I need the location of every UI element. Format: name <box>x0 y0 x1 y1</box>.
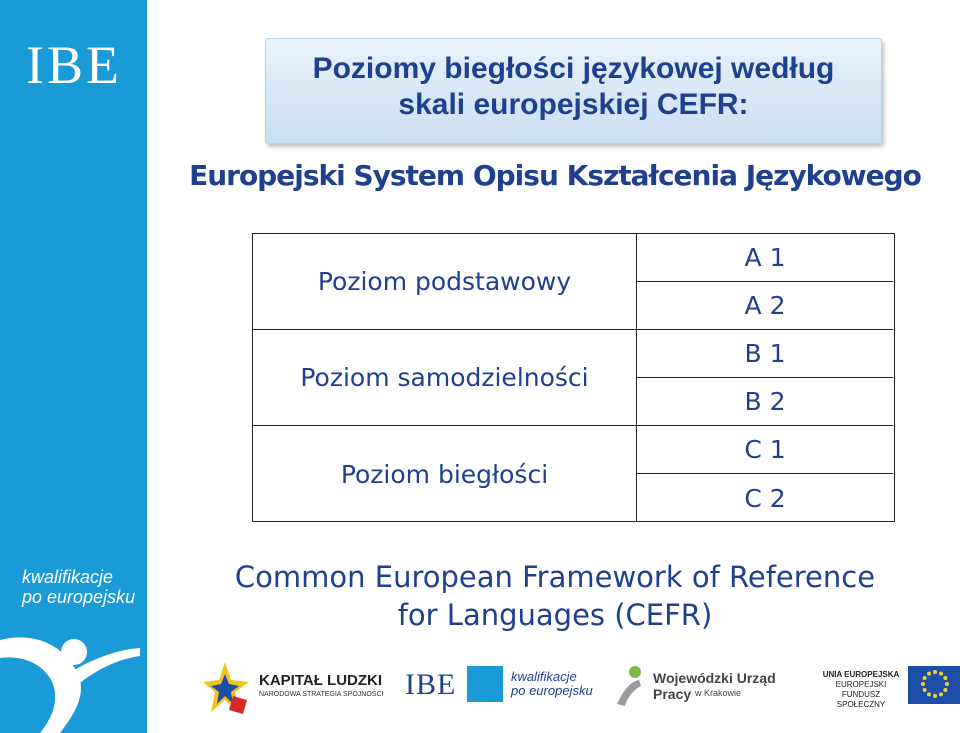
group-independent: Poziom samodzielności <box>253 330 636 426</box>
title-line2: skali europejskiej CEFR: <box>398 88 749 121</box>
eu-line2: EUROPEJSKI <box>835 680 887 689</box>
level-b1: B 1 <box>637 330 893 378</box>
wup-logo <box>613 658 803 718</box>
level-a1: A 1 <box>637 234 893 282</box>
tagline-line2: po europejsku <box>22 587 136 607</box>
eu-line1: UNIA EUROPEJSKA <box>822 670 900 679</box>
title-box <box>265 38 882 144</box>
kwal-line2: po europejsku <box>511 683 593 698</box>
sidebar <box>0 0 147 733</box>
wup-figure-icon <box>613 664 647 708</box>
subtitle: Europejski System Opisu Kształcenia Językowego <box>189 159 921 192</box>
kwalifikacje-logo <box>467 658 597 718</box>
level-a2: A 2 <box>637 282 893 330</box>
footer-text <box>150 558 960 634</box>
cefr-levels-table <box>252 233 895 522</box>
ibe-small-text: IBE <box>405 668 457 701</box>
group-proficient: Poziom biegłości <box>340 459 549 489</box>
footer-line1: Common European Framework of Reference <box>234 560 876 594</box>
wup-title: Wojewódzki Urząd Pracy <box>653 670 776 702</box>
wup-subtitle: w Krakowie <box>695 688 742 698</box>
eu-logo <box>820 658 960 718</box>
group-basic: Poziom podstawowy <box>253 234 636 330</box>
tagline-line1: kwalifikacje <box>22 567 114 587</box>
title-line1: Poziomy biegłości językowej według <box>312 52 835 85</box>
level-b2: B 2 <box>637 378 893 426</box>
jumping-figure-icon <box>0 620 147 733</box>
ibe-small-logo <box>405 658 465 718</box>
kapital-ludzki-title: KAPITAŁ LUDZKI <box>259 672 383 689</box>
kwalifikacje-logo-text <box>511 670 593 698</box>
kapital-ludzki-subtitle: NARODOWA STRATEGIA SPÓJNOŚCI <box>259 691 384 698</box>
eu-flag-icon <box>908 666 960 704</box>
eu-logo-text <box>820 670 902 710</box>
level-c1: C 1 <box>637 426 893 474</box>
footer-line2: for Languages (CEFR) <box>397 598 713 632</box>
kwalifikacje-figure-icon <box>467 666 503 702</box>
eu-line3: FUNDUSZ SPOŁECZNY <box>836 690 886 709</box>
level-code-column <box>637 234 893 521</box>
partner-logos <box>195 658 960 718</box>
ibe-logo: IBE <box>26 35 122 95</box>
level-c2: C 2 <box>744 483 786 513</box>
kapital-ludzki-star-icon <box>203 660 253 716</box>
kwalifikacje-tagline <box>22 567 135 607</box>
kapital-ludzki-logo <box>203 658 388 718</box>
level-group-column <box>253 234 637 521</box>
eu-stars-icon <box>908 666 960 704</box>
kwal-line1: kwalifikacje <box>511 669 577 684</box>
